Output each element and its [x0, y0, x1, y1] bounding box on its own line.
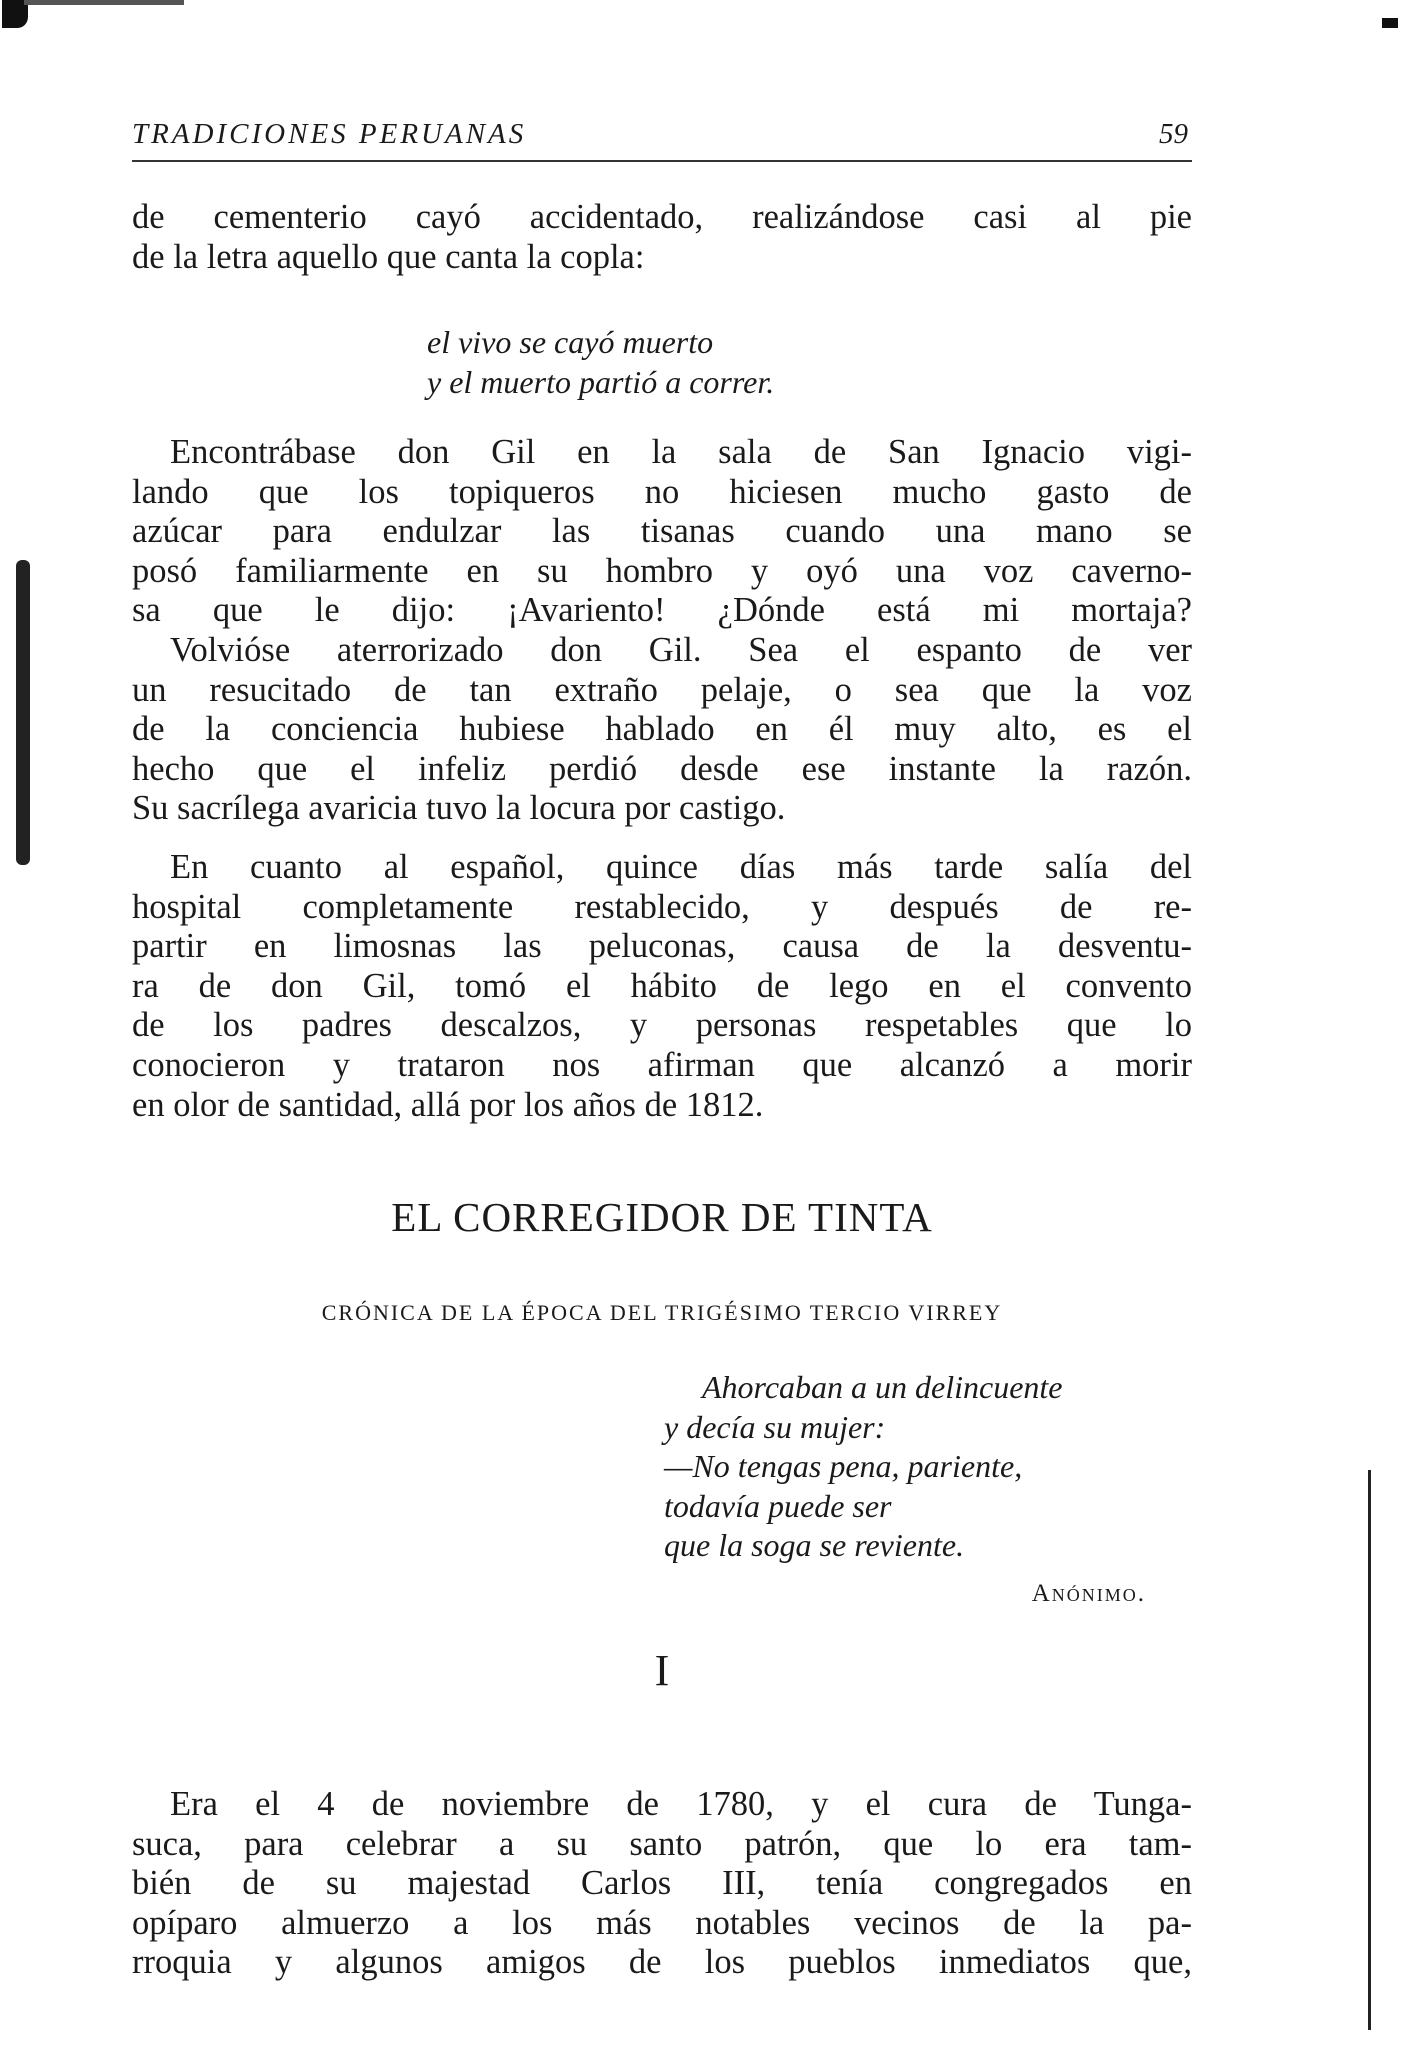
- text-line: Era el 4 de noviembre de 1780, y el cura de Tunga-: [170, 1785, 1192, 1823]
- epigraph-attribution: Anónimo.: [1031, 1580, 1146, 1607]
- epigraph-line: —No tengas pena, pariente,: [664, 1448, 1023, 1484]
- verse-line: y el muerto partió a correr.: [427, 363, 775, 400]
- epigraph-line: que la soga se reviente.: [664, 1527, 965, 1563]
- scan-mark-top-left-streak: [24, 0, 184, 5]
- text-line: partir en limosnas las peluconas, causa de la desventu-: [132, 927, 1192, 966]
- running-title: TRADICIONES PERUANAS: [132, 118, 527, 150]
- text-line: bién de su majestad Carlos III, tenía congregados en: [132, 1864, 1192, 1903]
- text-line: de la letra aquello que canta la copla:: [132, 237, 645, 276]
- text-line: posó familiarmente en su hombro y oyó una voz caverno-: [132, 551, 1192, 590]
- scan-mark-right-margin: [1368, 1470, 1371, 2030]
- text-line: rroquia y algunos amigos de los pueblos inmediatos que,: [132, 1943, 1192, 1982]
- text-line: sa que le dijo: ¡Avariento! ¿Dónde está mi mortaja?: [132, 591, 1192, 630]
- paragraph-1: [132, 433, 1192, 829]
- text-line: lando que los topiqueros no hiciesen mucho gasto de: [132, 472, 1192, 511]
- section-numeral: I: [654, 1646, 670, 1695]
- epigraph-line: todavía puede ser: [664, 1487, 892, 1524]
- page-number: 59: [1159, 118, 1188, 150]
- text-line: ra de don Gil, tomó el hábito de lego en el convento: [132, 966, 1192, 1005]
- text-line: Encontrábase don Gil en la sala de San Ignacio vigi-: [170, 433, 1192, 471]
- text-line: de los padres descalzos, y personas respetables que lo: [132, 1006, 1192, 1045]
- paragraph-intro: [132, 198, 1192, 277]
- text-line: en olor de santidad, allá por los años de 1812.: [132, 1085, 764, 1124]
- epigraph-line: Ahorcaban a un delincuente: [702, 1369, 1063, 1405]
- text-line: suca, para celebrar a su santo patrón, que lo era tam-: [132, 1824, 1192, 1863]
- copla-verse: [427, 323, 774, 402]
- text-line: de la conciencia hubiese hablado en él muy alto, es el: [132, 710, 1192, 749]
- text-line: hospital completamente restablecido, y después de re-: [132, 887, 1192, 926]
- text-line: un resucitado de tan extraño pelaje, o sea que la voz: [132, 670, 1192, 709]
- epigraph-line: y decía su mujer:: [664, 1408, 886, 1445]
- text-line: hecho que el infeliz perdió desde ese instante la razón.: [132, 749, 1192, 788]
- text-line: En cuanto al español, quince días más tarde salía del: [170, 848, 1192, 886]
- page-header: [132, 116, 1192, 162]
- paragraph-2: [132, 848, 1192, 1125]
- epigraph: [664, 1368, 1063, 1566]
- scan-mark-top-right: [1382, 18, 1398, 28]
- verse-line: el vivo se cayó muerto: [427, 324, 714, 360]
- text-line: conocieron y trataron nos afirman que alcanzó a morir: [132, 1045, 1192, 1084]
- chapter-title: EL CORREGIDOR DE TINTA: [391, 1194, 933, 1240]
- text-line: Volvióse aterrorizado don Gil. Sea el espanto de ver: [170, 630, 1192, 669]
- paragraph-3: [132, 1785, 1192, 1983]
- text-line: opíparo almuerzo a los más notables vecinos de la pa-: [132, 1903, 1192, 1942]
- chapter-subtitle: CRÓNICA DE LA ÉPOCA DEL TRIGÉSIMO TERCIO VIRREY: [321, 1300, 1003, 1325]
- text-line: de cementerio cayó accidentado, realizándose casi al pie: [132, 198, 1192, 236]
- scan-mark-left-margin: [16, 560, 30, 865]
- text-line: azúcar para endulzar las tisanas cuando una mano se: [132, 512, 1192, 551]
- text-line: Su sacrílega avaricia tuvo la locura por castigo.: [132, 789, 786, 828]
